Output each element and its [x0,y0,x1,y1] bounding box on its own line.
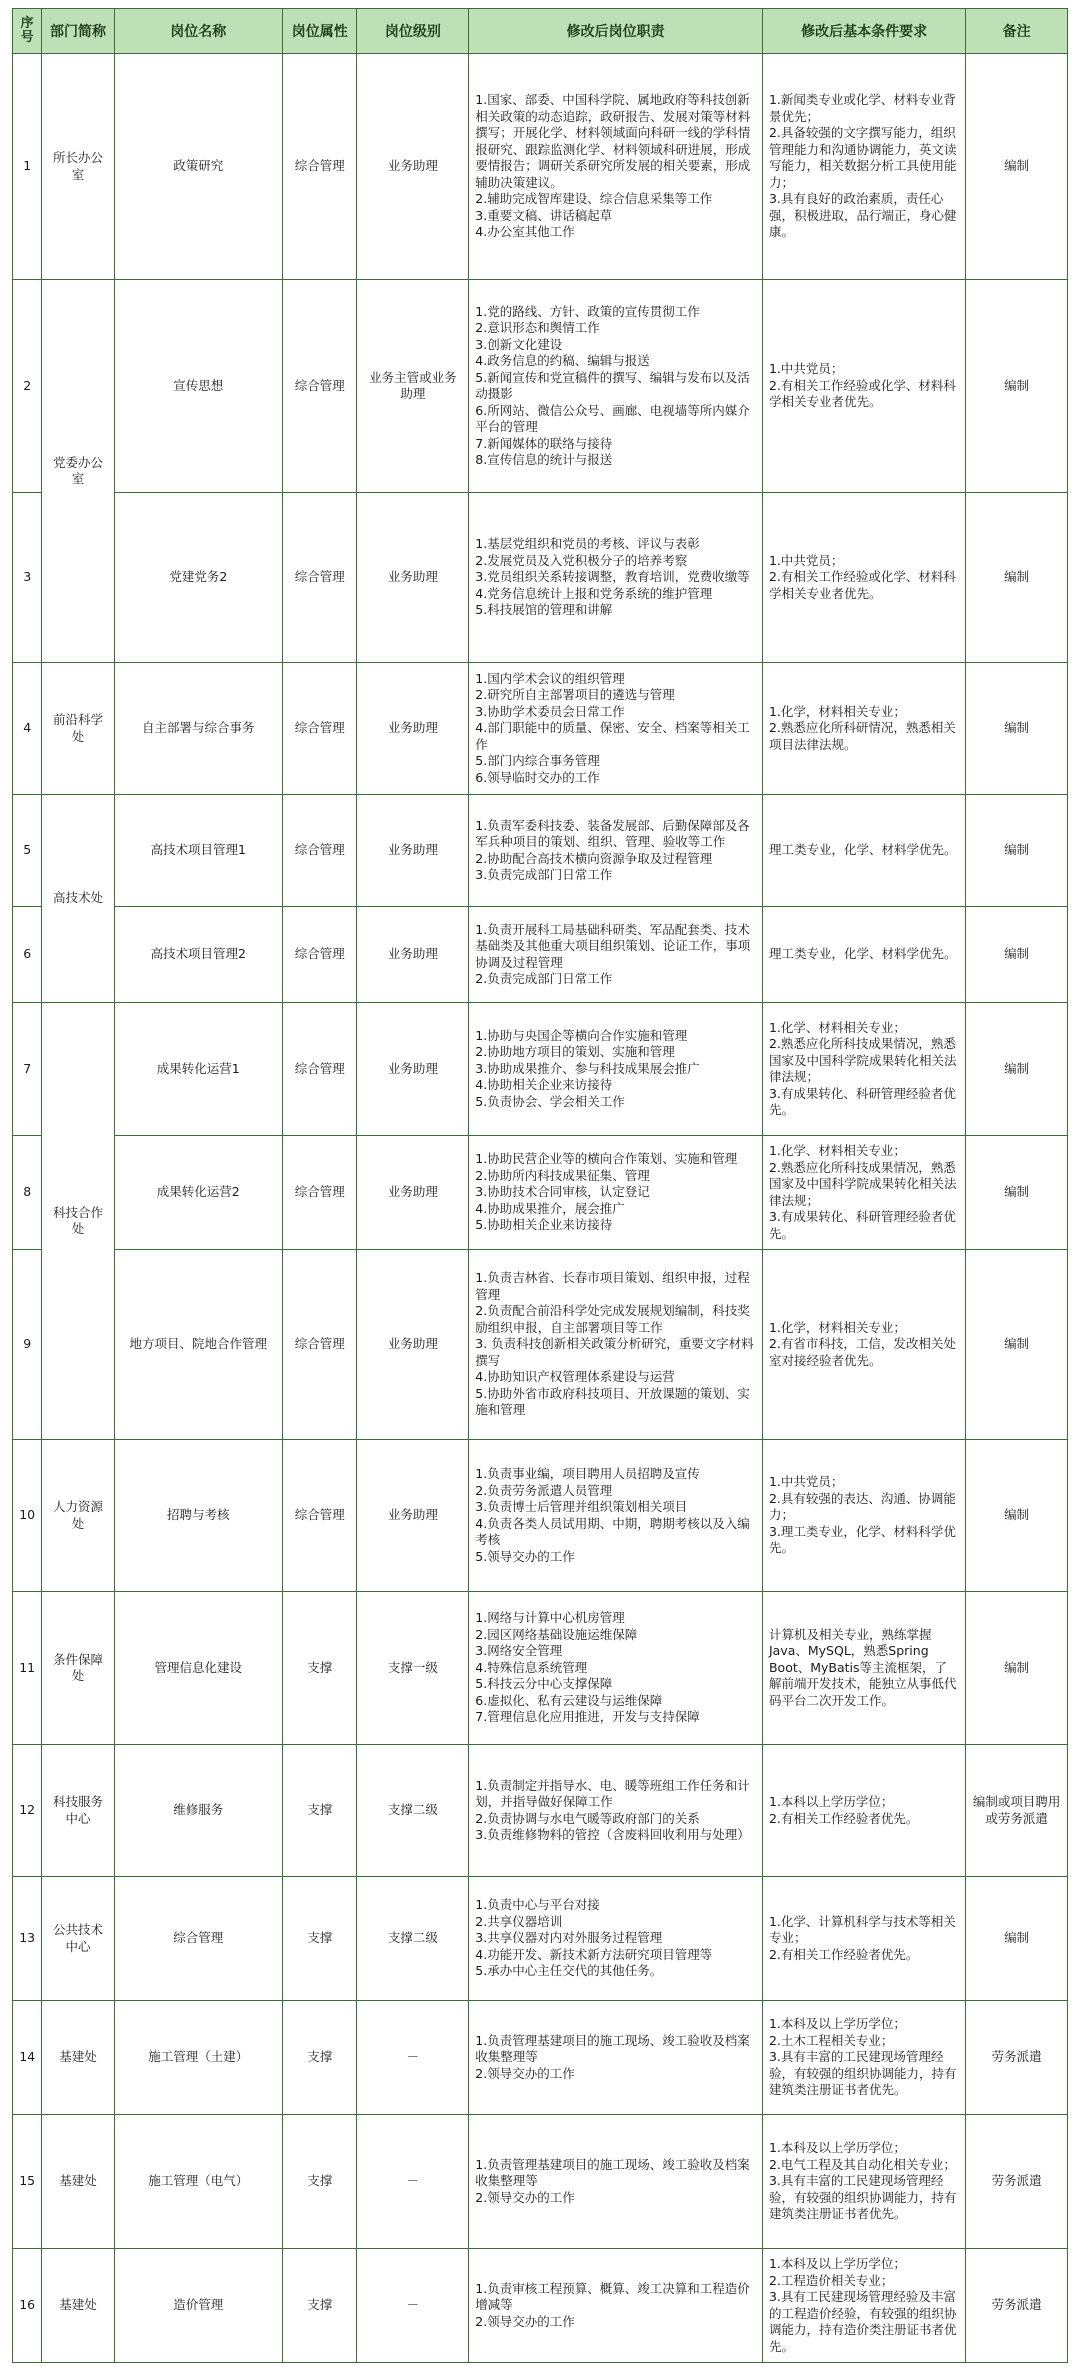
row-department: 党委办公室 [42,280,114,663]
list-item: 1.中共党员； [768,361,844,377]
row-seq: 16 [13,2249,42,2363]
row-seq: 13 [13,1877,42,2001]
row-level: 支撑一级 [357,1592,469,1745]
row-seq: 14 [13,2001,42,2115]
row-note: 编制 [966,1250,1068,1440]
list-item: 4.功能开发、新技术新方法研究项目管理等 [475,1946,713,1962]
list-item: 1.党的路线、方针、政策的宣传贯彻工作 [475,303,700,319]
row-note: 编制 [966,907,1068,1003]
header-level: 岗位级别 [357,9,469,54]
list-item: 3.具有良好的政治素质，责任心强，积极进取，品行端正，身心健康。 [768,191,957,240]
row-note: 编制 [966,493,1068,663]
row-note: 编制 [966,1592,1068,1745]
list-item: 5.负责协会、学会相关工作 [475,1093,625,1109]
list-item: 4.协助成果推介，展会推广 [475,1200,625,1216]
row-attribute: 综合管理 [282,1136,357,1250]
list-item: 1.负责审核工程预算、概算、竣工决算和工程造价增减等 [475,2280,750,2313]
list-item: 2.共享仪器培训 [475,1913,563,1929]
list-item: 3.协助技术合同审核，认定登记 [475,1184,650,1200]
row-note: 编制 [966,1440,1068,1592]
row-department: 基建处 [42,2001,114,2115]
list-item: 4.协助相关企业来访接待 [475,1077,613,1093]
list-item: 4.党务信息统计上报和党务系统的维护管理 [475,585,713,601]
row-level: 业务助理 [357,1003,469,1136]
row-position: 造价管理 [114,2249,282,2363]
row-attribute: 支撑 [282,1592,357,1745]
header-department: 部门简称 [42,9,114,54]
row-department: 科技服务中心 [42,1745,114,1877]
list-item: 2.领导交办的工作 [475,2189,575,2205]
row-attribute: 综合管理 [282,663,357,795]
list-item: 2.土木工程相关专业； [768,2032,894,2048]
list-item: 7.管理信息化应用推进，开发与支持保障 [475,1709,700,1725]
row-position: 施工管理（土建） [114,2001,282,2115]
table-row [13,1003,1068,1136]
row-position: 党建党务2 [114,493,282,663]
row-attribute: 综合管理 [282,1250,357,1440]
table-row [13,1136,1068,1250]
table-row [13,54,1068,280]
header-position: 岗位名称 [114,9,282,54]
row-requirements [762,1440,965,1592]
list-item: 2.有相关工作经验或化学、材料科学相关专业者优先。 [768,569,956,601]
list-item: 1.国内学术会议的组织管理 [475,670,625,686]
row-note: 编制或项目聘用或劳务派遣 [966,1745,1068,1877]
list-item: 1.新闻类专业或化学、材料专业背景优先； [768,92,956,124]
list-item: 7.新闻媒体的联络与接待 [475,435,613,451]
list-item: 1.化学、计算机科学与技术等相关专业； [768,1913,956,1946]
row-position: 综合管理 [114,1877,282,2001]
list-item: 1.化学，材料相关专业； [768,703,906,719]
list-item: 3. 负责科技创新相关政策分析研究，重要文字材料撰写 [475,1336,754,1368]
list-item: 1.负责中心与平台对接 [475,1897,600,1913]
list-item: 6.所网站、微信公众号、画廊、电视墙等所内媒介平台的管理 [475,402,750,434]
list-item: 1.化学、材料相关专业； [768,1143,906,1158]
list-item: 2.领导交办的工作 [475,2065,575,2081]
list-item: 2.领导交办的工作 [475,2313,575,2329]
row-note: 编制 [966,1003,1068,1136]
row-duties [469,907,763,1003]
row-department: 高技术处 [42,795,114,1003]
row-requirements [762,2249,965,2363]
list-item: 1.中共党员； [768,552,844,568]
row-duties [469,1003,763,1136]
row-position: 成果转化运营2 [114,1136,282,1250]
list-item: 3.负责维修物料的管控（含废料回收利用与处理） [475,1827,750,1842]
table-row [13,1440,1068,1592]
list-item: 5.新闻宣传和党宣稿件的撰写、编辑与发布以及活动摄影 [475,369,750,401]
row-position: 自主部署与综合事务 [114,663,282,795]
list-item: 2.工程造价相关专业； [768,2272,894,2288]
row-attribute: 综合管理 [282,54,357,280]
list-item: 2.具备较强的文字撰写能力，组织管理能力和沟通协调能力，英文读写能力，相关数据分析工具使用能力； [768,125,957,190]
row-seq: 10 [13,1440,42,1592]
list-item: 1.化学、材料相关专业； [768,1019,906,1035]
row-level: 业务助理 [357,1136,469,1250]
row-requirements [762,1250,965,1440]
list-item: 2.园区网络基础设施运维保障 [475,1626,638,1642]
row-seq: 4 [13,663,42,795]
list-item: 3.具有丰富的工民建现场管理经验，有较强的组织协调能力，持有建筑类注册证书者优先。 [768,2173,957,2222]
row-seq: 1 [13,54,42,280]
row-duties [469,54,763,280]
table-row [13,663,1068,795]
row-requirements [762,493,965,663]
list-item: 4.特殊信息系统管理 [475,1659,588,1675]
row-seq: 11 [13,1592,42,1745]
row-attribute: 综合管理 [282,1003,357,1136]
row-position: 管理信息化建设 [114,1592,282,1745]
row-seq: 12 [13,1745,42,1877]
row-attribute: 综合管理 [282,1440,357,1592]
list-item: 3.创新文化建设 [475,336,563,352]
list-item: 3.党员组织关系转接调整，教育培训，党费收缴等 [475,569,750,585]
list-item: 3.网络安全管理 [475,1643,563,1659]
list-item: 4.办公室其他工作 [475,224,575,240]
list-item: 8.宣传信息的统计与报送 [475,452,613,467]
row-attribute: 支撑 [282,1745,357,1877]
header-duties: 修改后岗位职责 [469,9,763,54]
list-item: 3.协助成果推介、参与科技成果展会推广 [475,1060,700,1076]
table-row [13,2249,1068,2363]
row-level: 业务助理 [357,1440,469,1592]
table-row [13,1877,1068,2001]
list-item: 2.负责配合前沿科学处完成发展规划编制，科技奖励组织申报，自主部署项目等工作 [475,1303,750,1335]
list-item: 1.化学，材料相关专业； [768,1319,906,1335]
list-item: 2.辅助完成智库建设、综合信息采集等工作 [475,191,713,207]
row-requirements [762,54,965,280]
row-level: － [357,2001,469,2115]
row-duties [469,493,763,663]
row-duties [469,2115,763,2249]
row-attribute: 支撑 [282,1877,357,2001]
row-seq: 3 [13,493,42,663]
table-row [13,795,1068,907]
row-duties [469,1250,763,1440]
row-duties [469,1745,763,1877]
table-row [13,2001,1068,2115]
list-item: 2.有相关工作经验者优先。 [768,1946,919,1962]
list-item: 2.熟悉应化所科研情况，熟悉相关项目法律法规。 [768,720,956,752]
row-level: 业务助理 [357,663,469,795]
list-item: 理工类专业，化学、材料学优先。 [768,946,957,962]
row-note: 编制 [966,54,1068,280]
row-requirements [762,2115,965,2249]
job-table [12,8,1068,2363]
row-attribute: 综合管理 [282,493,357,663]
list-item: 2.协助地方项目的策划、实施和管理 [475,1044,675,1060]
row-seq: 9 [13,1250,42,1440]
table-row [13,493,1068,663]
row-note: 编制 [966,1136,1068,1250]
table-row [13,1592,1068,1745]
row-level: 业务助理 [357,907,469,1003]
list-item: 2.意识形态和舆情工作 [475,320,600,335]
list-item: 2.具有较强的表达、沟通、协调能力； [768,1490,956,1523]
list-item: 1.网络与计算中心机房管理 [475,1610,625,1626]
list-item: 5.协助相关企业来访接待 [475,1217,613,1233]
list-item: 1.负责事业编，项目聘用人员招聘及宣传 [475,1466,700,1481]
list-item: 3.理工类专业，化学、材料科学优先。 [768,1523,956,1556]
row-department: 前沿科学处 [42,663,114,795]
list-item: 2.协助配合高技术横向资源争取及过程管理 [475,850,713,866]
list-item: 1.本科以上学历学位； [768,1794,894,1809]
row-attribute: 综合管理 [282,795,357,907]
list-item: 1.负责管理基建项目的施工现场、竣工验收及档案收集整理等 [475,2032,750,2065]
header-note: 备注 [966,9,1068,54]
row-department: 基建处 [42,2115,114,2249]
list-item: 1.协助民营企业等的横向合作策划、实施和管理 [475,1151,738,1167]
row-duties [469,280,763,493]
row-seq: 15 [13,2115,42,2249]
row-note: 劳务派遣 [966,2115,1068,2249]
list-item: 1.基层党组织和党员的考核、评议与表彰 [475,536,700,552]
row-requirements [762,907,965,1003]
row-level: － [357,2249,469,2363]
list-item: 3.具有丰富的工民建现场管理经验，有较强的组织协调能力，持有建筑类注册证书者优先。 [768,2049,957,2098]
row-duties [469,1440,763,1592]
row-requirements [762,280,965,493]
list-item: 3.负责博士后管理并组织策划相关项目 [475,1499,688,1514]
list-item: 2.发展党员及入党积极分子的培养考察 [475,552,688,568]
row-note: 劳务派遣 [966,2249,1068,2363]
list-item: 4.协助知识产权管理体系建设与运营 [475,1369,675,1385]
list-item: 2.有相关工作经验或化学、材料科学相关专业者优先。 [768,377,956,410]
list-item: 2.熟悉应化所科技成果情况，熟悉国家及中国科学院成果转化相关法律法规； [768,1159,957,1208]
list-item: 5.协助外省市政府科技项目、开放课题的策划、实施和管理 [475,1385,750,1418]
row-attribute: 综合管理 [282,907,357,1003]
list-item: 2.负责协调与水电气暖等政府部门的关系 [475,1810,700,1826]
list-item: 1.负责开展科工局基础科研类、军品配套类、技术基础类及其他重大项目组织策划、论证工作，事项协调及过程管理 [475,921,751,970]
row-position: 招聘与考核 [114,1440,282,1592]
list-item: 3.具有工民建现场管理经验及丰富的工程造价经验，有较强的组织协调能力，持有造价类注册证书者优先。 [768,2289,957,2354]
row-seq: 6 [13,907,42,1003]
list-item: 2.熟悉应化所科技成果情况，熟悉国家及中国科学院成果转化相关法律法规； [768,1036,957,1084]
row-department: 公共技术中心 [42,1877,114,2001]
row-seq: 8 [13,1136,42,1250]
row-requirements [762,1592,965,1745]
row-requirements [762,795,965,907]
row-level: 业务助理 [357,1250,469,1440]
row-note: 编制 [966,1877,1068,2001]
row-position: 高技术项目管理1 [114,795,282,907]
list-item: 1.本科及以上学历学位； [768,2016,906,2032]
list-item: 2.协助所内科技成果征集、管理 [475,1167,650,1183]
table-row [13,1745,1068,1877]
row-duties [469,2249,763,2363]
list-item: 2.负责完成部门日常工作 [475,971,613,986]
row-requirements [762,1136,965,1250]
row-duties [469,663,763,795]
header-row [13,9,1068,54]
list-item: 1.协助与央国企等横向合作实施和管理 [475,1027,688,1043]
header-seq: 序号 [13,9,42,54]
table-row [13,907,1068,1003]
row-requirements [762,1877,965,2001]
row-department: 所长办公室 [42,54,114,280]
row-position: 高技术项目管理2 [114,907,282,1003]
row-department: 科技合作处 [42,1003,114,1440]
row-attribute: 支撑 [282,2249,357,2363]
row-seq: 5 [13,795,42,907]
list-item: 2.负责劳务派遣人员管理 [475,1482,613,1498]
row-level: 支撑二级 [357,1877,469,2001]
list-item: 4.部门职能中的质量、保密、安全、档案等相关工作 [475,720,750,752]
list-item: 1.国家、部委、中国科学院、属地政府等科技创新相关政策的动态追踪，政研报告、发展对策等材料撰写；开展化学、材料领域面向科研一线的学科情报研究、跟踪监测化学、材料领域科研进展，形成要情报告；调研关系研究所发展的相关要素，形成辅助决策建议。 [475,92,751,190]
list-item: 5.部门内综合事务管理 [475,753,600,769]
row-level: 业务助理 [357,493,469,663]
list-item: 1.本科及以上学历学位； [768,2140,906,2156]
list-item: 3.重要文稿、讲话稿起草 [475,207,613,223]
row-level: － [357,2115,469,2249]
row-position: 地方项目、院地合作管理 [114,1250,282,1440]
row-note: 劳务派遣 [966,2001,1068,2115]
list-item: 1.负责管理基建项目的施工现场、竣工验收及档案收集整理等 [475,2156,750,2189]
row-note: 编制 [966,795,1068,907]
row-duties [469,1592,763,1745]
list-item: 3.共享仪器对内对外服务过程管理 [475,1930,663,1946]
list-item: 2.有省市科技，工信，发改相关处室对接经验者优先。 [768,1336,956,1368]
row-level: 支撑二级 [357,1745,469,1877]
list-item: 5.承办中心主任交代的其他任务。 [475,1963,663,1979]
row-requirements [762,2001,965,2115]
row-duties [469,2001,763,2115]
row-attribute: 支撑 [282,2115,357,2249]
row-position: 维修服务 [114,1745,282,1877]
list-item: 4.负责各类人员试用期、中期，聘期考核以及入编考核 [475,1515,750,1547]
row-note: 编制 [966,280,1068,493]
list-item: 2.电气工程及其自动化相关专业； [768,2156,956,2172]
list-item: 5.科技云分中心支撑保障 [475,1676,613,1692]
list-item: 5.科技展馆的管理和讲解 [475,602,613,618]
row-level: 业务主管或业务助理 [357,280,469,493]
row-position: 成果转化运营1 [114,1003,282,1136]
row-requirements [762,663,965,795]
row-duties [469,1877,763,2001]
list-item: 1.本科及以上学历学位； [768,2256,906,2271]
row-seq: 7 [13,1003,42,1136]
row-duties [469,1136,763,1250]
list-item: 2.有相关工作经验者优先。 [768,1810,919,1826]
row-department: 基建处 [42,2249,114,2363]
list-item: 1.负责制定并指导水、电、暖等班组工作任务和计划，并指导做好保障工作 [475,1777,750,1809]
row-note: 编制 [966,663,1068,795]
row-duties [469,795,763,907]
table-row [13,2115,1068,2249]
list-item: 理工类专业，化学、材料学优先。 [768,842,957,858]
row-requirements [762,1003,965,1136]
row-position: 施工管理（电气） [114,2115,282,2249]
row-attribute: 综合管理 [282,280,357,493]
table-row [13,280,1068,493]
row-department: 人力资源处 [42,1440,114,1592]
header-attribute: 岗位属性 [282,9,357,54]
row-requirements [762,1745,965,1877]
list-item: 3.有成果转化、科研管理经验者优先。 [768,1209,956,1241]
list-item: 1.中共党员； [768,1474,844,1490]
list-item: 6.虚拟化、私有云建设与运维保障 [475,1692,663,1708]
list-item: 4.政务信息的约稿、编辑与报送 [475,353,650,368]
row-position: 宣传思想 [114,280,282,493]
row-department: 条件保障处 [42,1592,114,1745]
row-seq: 2 [13,280,42,493]
list-item: 1.负责军委科技委、装备发展部、后勤保障部及各军兵种项目的策划、组织、管理、验收等工作 [475,817,750,849]
row-position: 政策研究 [114,54,282,280]
list-item: 3.负责完成部门日常工作 [475,867,613,882]
list-item: 6.领导临时交办的工作 [475,769,600,785]
list-item: 3.协助学术委员会日常工作 [475,703,625,719]
row-attribute: 支撑 [282,2001,357,2115]
table-row [13,1250,1068,1440]
row-level: 业务助理 [357,795,469,907]
list-item: 2.研究所自主部署项目的遴选与管理 [475,687,675,703]
list-item: 计算机及相关专业，熟练掌握Java、MySQL，熟悉Spring Boot、MyBatis等主流框架，了解前端开发技术，能独立从事低代码平台二次开发工作。 [768,1626,957,1708]
row-level: 业务助理 [357,54,469,280]
list-item: 1.负责吉林省、长春市项目策划、组织申报，过程管理 [475,1270,750,1302]
list-item: 3.有成果转化、科研管理经验者优先。 [768,1085,956,1117]
header-requirements: 修改后基本条件要求 [762,9,965,54]
list-item: 5.领导交办的工作 [475,1548,575,1564]
